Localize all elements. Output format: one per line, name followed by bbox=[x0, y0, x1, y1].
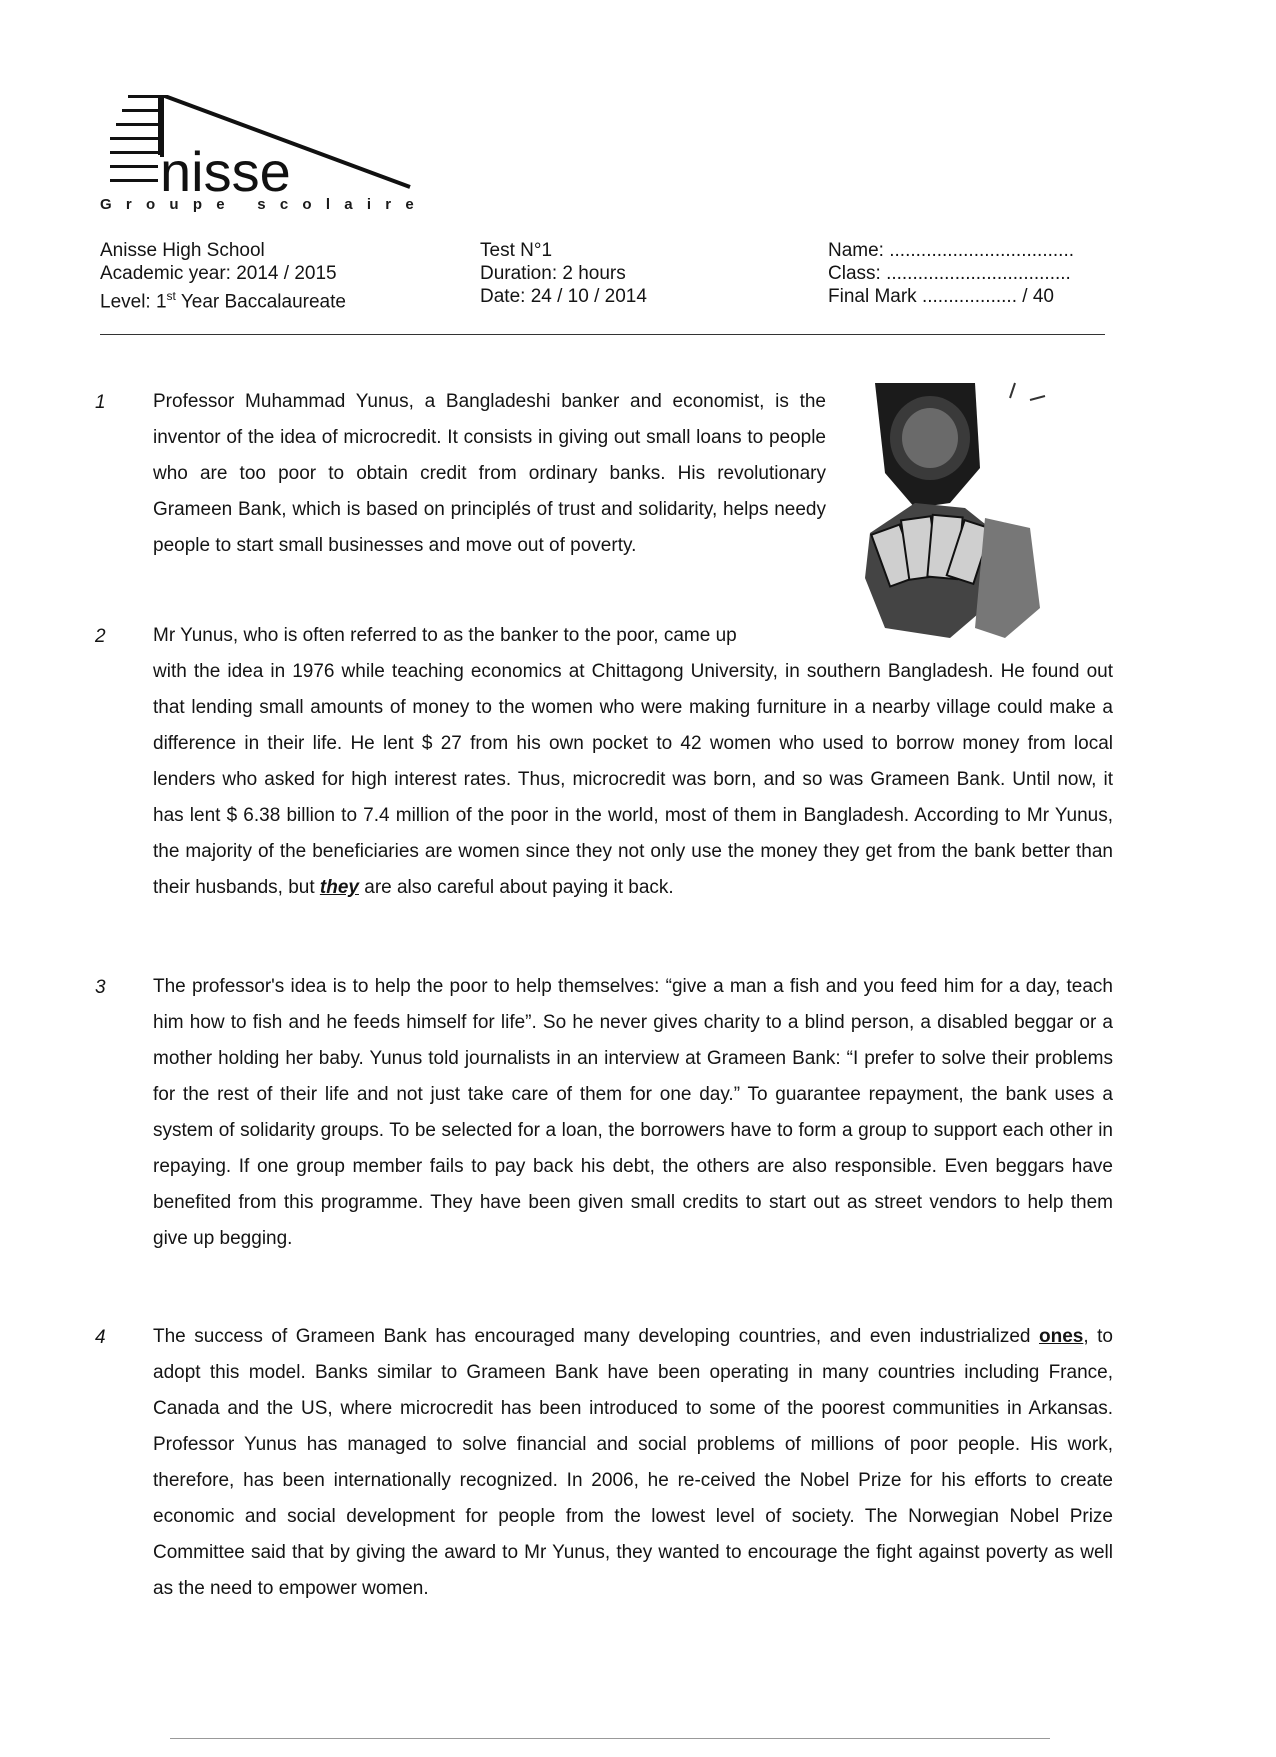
school-info bbox=[100, 239, 346, 313]
paragraph-4: The success of Grameen Bank has encouraged many developing countries, and even industrialized ones, to adopt this model. Banks similar to Grameen Bank have been operating in many countries including France, Canada and the US, where microcredit has been introduced to some of the poorest communities in Arkansas. Professor Yunus has managed to solve financial and social problems of millions of poor people. His work, therefore, has been internationally recognized. In 2006, he re-ceived the Nobel Prize for his efforts to create economic and social development for people from the lowest level of society. The Norwegian Nobel Prize Committee said that by giving the award to Mr Yunus, they wanted to encourage the fight against poverty as well as the need to empower women. bbox=[153, 1326, 1114, 1599]
student-fields bbox=[828, 239, 1074, 308]
test-duration: Duration: 2 hours bbox=[480, 263, 626, 284]
test-number: Test N°1 bbox=[480, 240, 553, 261]
paragraph-number-1: 1 bbox=[95, 392, 106, 413]
emphasis-ones: ones bbox=[1039, 1326, 1084, 1347]
footer-line bbox=[170, 1738, 1050, 1739]
test-info bbox=[480, 239, 647, 308]
yunus-photo bbox=[855, 378, 1085, 648]
paragraph-2-first-line: Mr Yunus, who is often referred to as the banker to the poor, came up bbox=[153, 625, 737, 646]
logo-wordmark: nisse bbox=[160, 140, 291, 203]
paragraph-number-4: 4 bbox=[95, 1327, 106, 1348]
paragraph-1: Professor Muhammad Yunus, a Bangladeshi banker and economist, is the inventor of the idea of microcredit. It consists in giving out small loans to people who are too poor to obtain credit from ordinary banks. His revolutionary Grameen Bank, which is based on principlés of trust and solidarity, helps needy people to start small businesses and move out of poverty. bbox=[153, 391, 826, 556]
final-mark-field[interactable]: Final Mark .................. / 40 bbox=[828, 286, 1054, 307]
academic-year: Academic year: 2014 / 2015 bbox=[100, 263, 337, 284]
paragraph-3: The professor's idea is to help the poor to help themselves: “give a man a fish and you feed him for a day, teach him how to fish and he feeds himself for life”. So he never gives charity to a blind person, a disabled beggar or a mother holding her baby. Yunus told journalists in an interview at Grameen Bank: “I prefer to solve their problems for the rest of their life and not just take care of them for one day.” To guarantee repayment, the bank uses a system of solidarity groups. To be selected for a loan, the borrowers have to form a group to support each other in repaying. If one group member fails to pay back his debt, the others are also responsible. Even beggars have benefited from this programme. They have been given small credits to start out as street vendors to help them give up begging. bbox=[153, 976, 1113, 1249]
logo-tagline: Groupe scolaire bbox=[100, 196, 428, 213]
paragraph-2: with the idea in 1976 while teaching economics at Chittagong University, in southern Bangladesh. He found out that lending small amounts of money to the women who were making furniture in a nearby village could make a difference in their life. He lent $ 27 from his own pocket to 42 women who used to borrow money from local lenders who asked for high interest rates. Thus, microcredit was born, and so was Grameen Bank. Until now, it has lent $ 6.38 billion to 7.4 million of the poor in the world, most of them in Bangladesh. According to Mr Yunus, the majority of the beneficiaries are women since they not only use the money they get from the bank better than their husbands, but they are also careful about paying it back. bbox=[153, 661, 1113, 898]
paragraph-number-2: 2 bbox=[95, 626, 106, 647]
level: Level: 1st Year Baccalaureate bbox=[100, 289, 346, 313]
school-name: Anisse High School bbox=[100, 240, 265, 261]
test-date: Date: 24 / 10 / 2014 bbox=[480, 286, 647, 307]
emphasis-they: they bbox=[319, 877, 359, 898]
logo-stripes bbox=[110, 95, 158, 182]
paragraph-number-3: 3 bbox=[95, 977, 106, 998]
header-divider bbox=[100, 334, 1105, 335]
name-field[interactable]: Name: ................................... bbox=[828, 240, 1074, 261]
class-field[interactable]: Class: ................................... bbox=[828, 263, 1071, 284]
